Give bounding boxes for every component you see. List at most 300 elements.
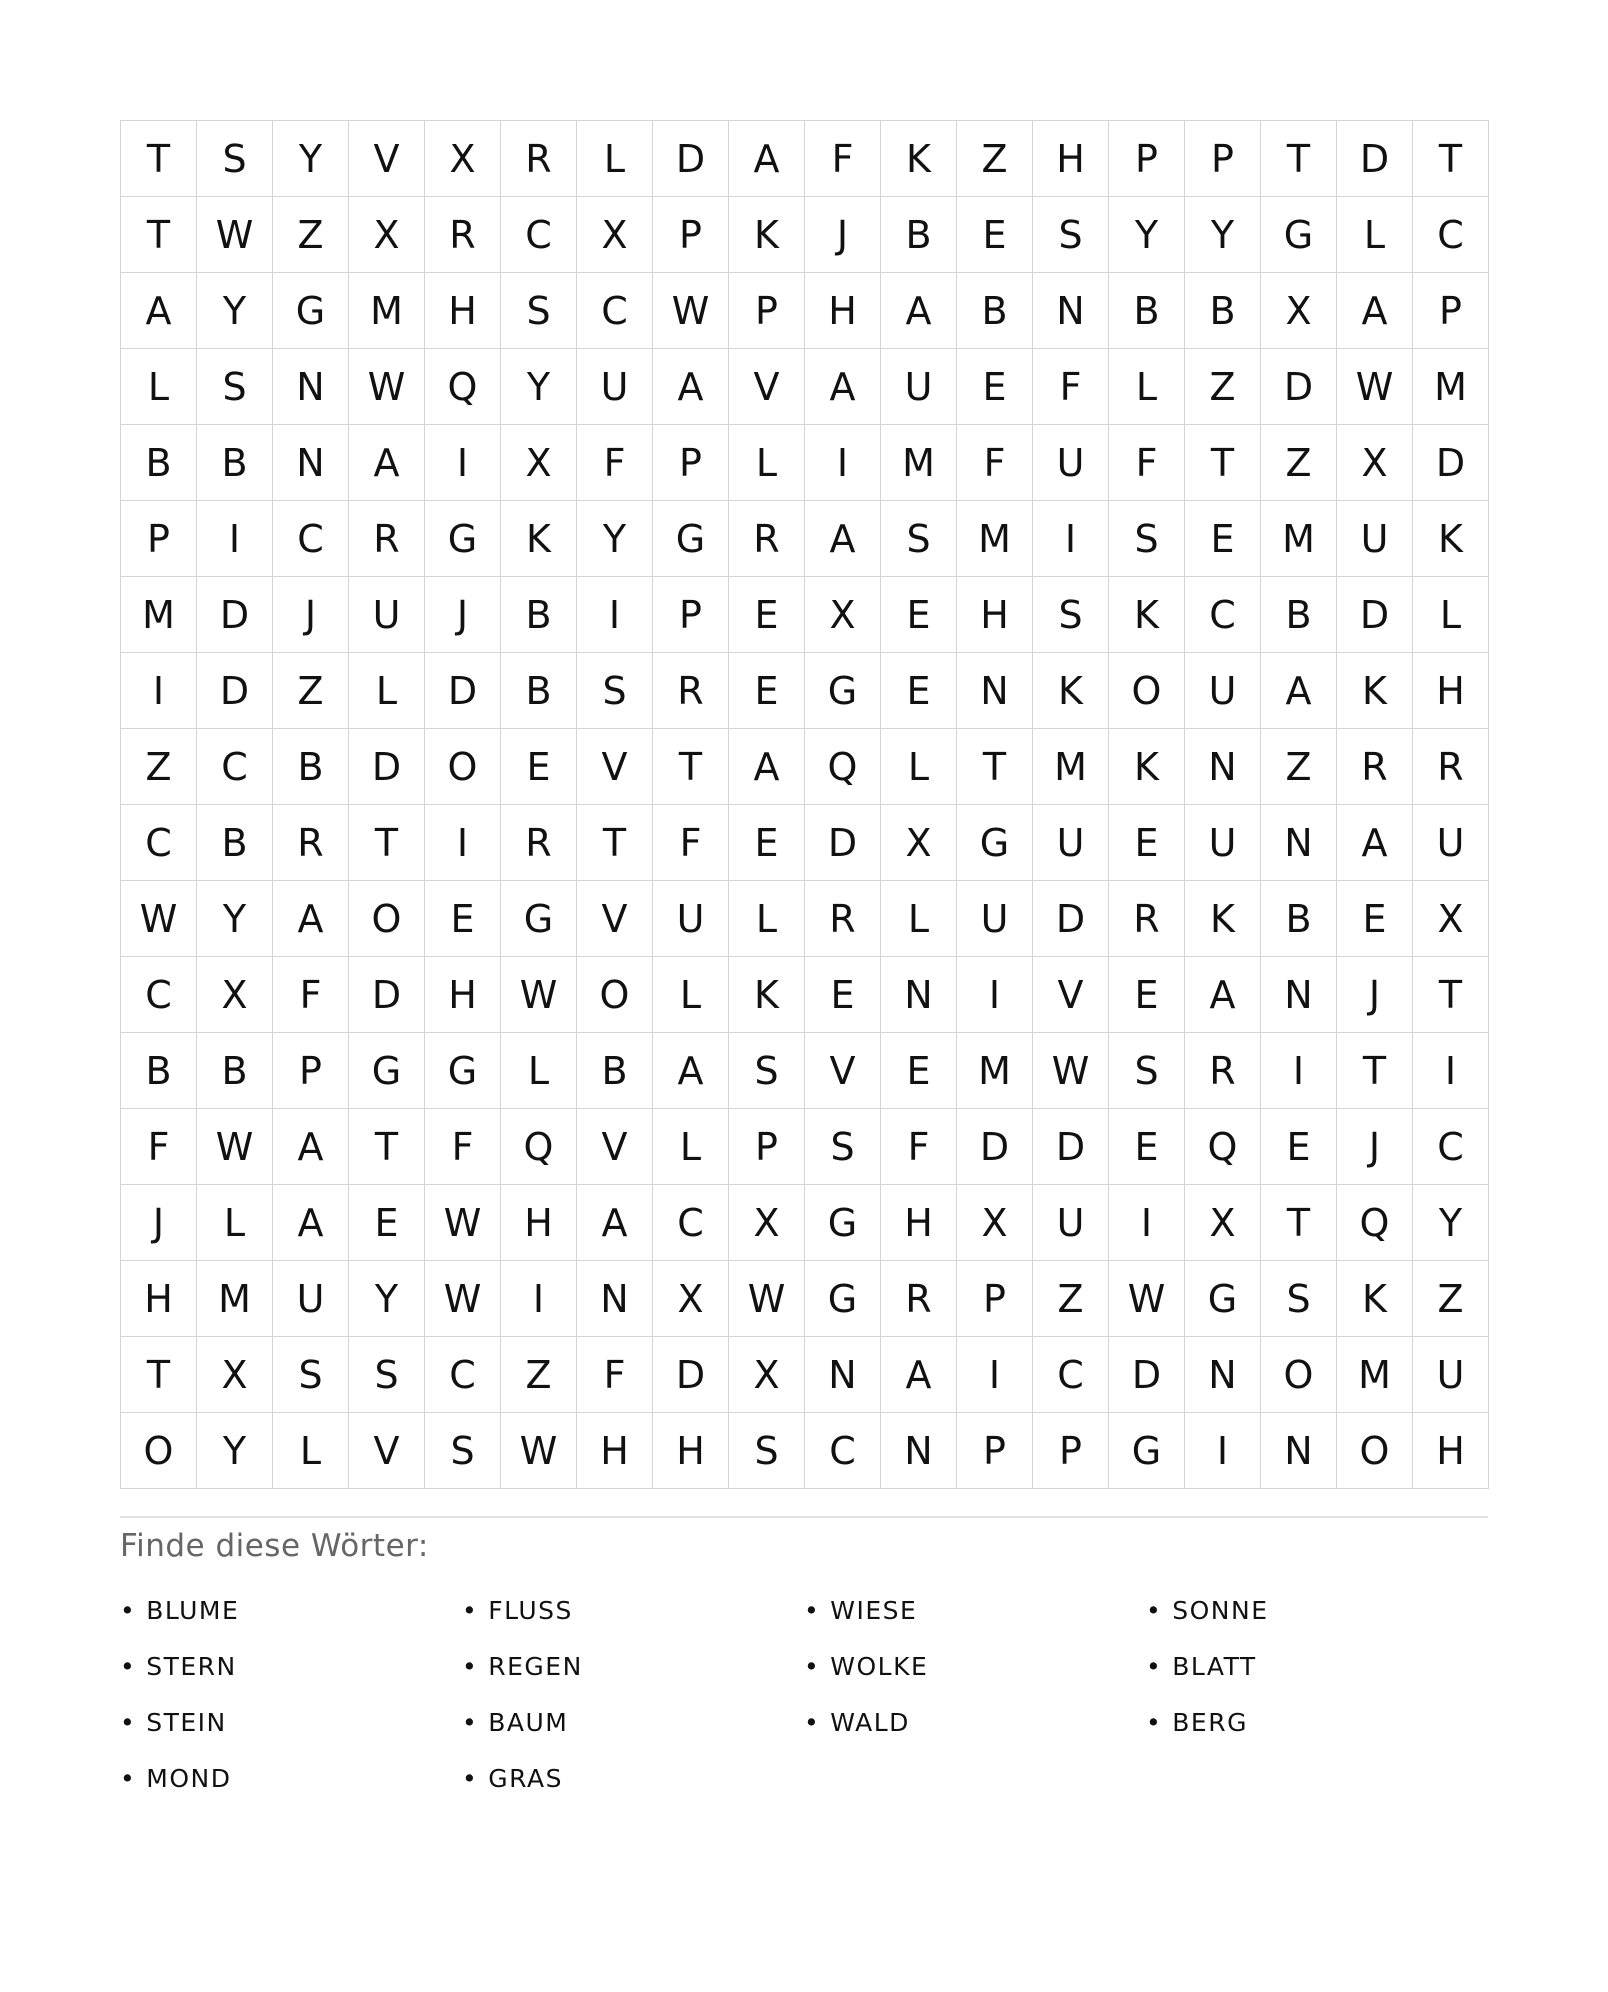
grid-cell[interactable]: I bbox=[805, 425, 881, 501]
grid-cell[interactable]: R bbox=[501, 121, 577, 197]
grid-cell[interactable]: W bbox=[349, 349, 425, 425]
grid-cell[interactable]: X bbox=[957, 1185, 1033, 1261]
grid-cell[interactable]: I bbox=[957, 957, 1033, 1033]
grid-cell[interactable]: F bbox=[577, 425, 653, 501]
grid-cell[interactable]: D bbox=[1413, 425, 1489, 501]
grid-cell[interactable]: M bbox=[121, 577, 197, 653]
grid-cell[interactable]: U bbox=[1337, 501, 1413, 577]
grid-cell[interactable]: U bbox=[577, 349, 653, 425]
grid-cell[interactable]: R bbox=[1413, 729, 1489, 805]
grid-cell[interactable]: B bbox=[273, 729, 349, 805]
grid-cell[interactable]: N bbox=[273, 425, 349, 501]
grid-cell[interactable]: S bbox=[1261, 1261, 1337, 1337]
grid-cell[interactable]: N bbox=[881, 957, 957, 1033]
grid-cell[interactable]: P bbox=[1413, 273, 1489, 349]
grid-cell[interactable]: A bbox=[881, 1337, 957, 1413]
grid-cell[interactable]: S bbox=[1033, 577, 1109, 653]
grid-cell[interactable]: Z bbox=[121, 729, 197, 805]
grid-cell[interactable]: R bbox=[805, 881, 881, 957]
grid-cell[interactable]: W bbox=[197, 197, 273, 273]
grid-cell[interactable]: L bbox=[653, 957, 729, 1033]
grid-cell[interactable]: O bbox=[1109, 653, 1185, 729]
grid-cell[interactable]: K bbox=[1033, 653, 1109, 729]
grid-cell[interactable]: H bbox=[653, 1413, 729, 1489]
grid-cell[interactable]: I bbox=[1413, 1033, 1489, 1109]
grid-cell[interactable]: T bbox=[121, 1337, 197, 1413]
grid-cell[interactable]: L bbox=[577, 121, 653, 197]
grid-cell[interactable]: W bbox=[197, 1109, 273, 1185]
grid-cell[interactable]: C bbox=[121, 805, 197, 881]
grid-cell[interactable]: C bbox=[1413, 1109, 1489, 1185]
grid-cell[interactable]: W bbox=[501, 957, 577, 1033]
grid-cell[interactable]: Y bbox=[1413, 1185, 1489, 1261]
grid-cell[interactable]: O bbox=[349, 881, 425, 957]
grid-cell[interactable]: E bbox=[881, 577, 957, 653]
grid-cell[interactable]: T bbox=[957, 729, 1033, 805]
grid-cell[interactable]: U bbox=[1033, 425, 1109, 501]
grid-cell[interactable]: X bbox=[197, 1337, 273, 1413]
grid-cell[interactable]: L bbox=[501, 1033, 577, 1109]
grid-cell[interactable]: V bbox=[577, 1109, 653, 1185]
grid-cell[interactable]: E bbox=[881, 653, 957, 729]
grid-cell[interactable]: D bbox=[957, 1109, 1033, 1185]
grid-cell[interactable]: Q bbox=[425, 349, 501, 425]
grid-cell[interactable]: M bbox=[197, 1261, 273, 1337]
grid-cell[interactable]: A bbox=[805, 349, 881, 425]
grid-cell[interactable]: D bbox=[1109, 1337, 1185, 1413]
grid-cell[interactable]: S bbox=[1109, 501, 1185, 577]
grid-cell[interactable]: X bbox=[349, 197, 425, 273]
grid-cell[interactable]: U bbox=[1413, 805, 1489, 881]
grid-cell[interactable]: X bbox=[1337, 425, 1413, 501]
grid-cell[interactable]: L bbox=[1413, 577, 1489, 653]
grid-cell[interactable]: Z bbox=[1413, 1261, 1489, 1337]
grid-cell[interactable]: D bbox=[805, 805, 881, 881]
grid-cell[interactable]: P bbox=[1185, 121, 1261, 197]
grid-cell[interactable]: H bbox=[121, 1261, 197, 1337]
grid-cell[interactable]: F bbox=[577, 1337, 653, 1413]
grid-cell[interactable]: B bbox=[1109, 273, 1185, 349]
grid-cell[interactable]: S bbox=[1033, 197, 1109, 273]
grid-cell[interactable]: G bbox=[425, 1033, 501, 1109]
grid-cell[interactable]: B bbox=[1261, 881, 1337, 957]
grid-cell[interactable]: N bbox=[1185, 729, 1261, 805]
grid-cell[interactable]: V bbox=[349, 121, 425, 197]
grid-cell[interactable]: X bbox=[197, 957, 273, 1033]
grid-cell[interactable]: T bbox=[349, 1109, 425, 1185]
grid-cell[interactable]: M bbox=[957, 1033, 1033, 1109]
grid-cell[interactable]: E bbox=[1109, 1109, 1185, 1185]
grid-cell[interactable]: Q bbox=[1337, 1185, 1413, 1261]
grid-cell[interactable]: B bbox=[577, 1033, 653, 1109]
grid-cell[interactable]: V bbox=[349, 1413, 425, 1489]
grid-cell[interactable]: E bbox=[1185, 501, 1261, 577]
grid-cell[interactable]: T bbox=[653, 729, 729, 805]
grid-cell[interactable]: M bbox=[881, 425, 957, 501]
grid-cell[interactable]: G bbox=[653, 501, 729, 577]
grid-cell[interactable]: C bbox=[197, 729, 273, 805]
grid-cell[interactable]: O bbox=[1261, 1337, 1337, 1413]
grid-cell[interactable]: R bbox=[729, 501, 805, 577]
grid-cell[interactable]: E bbox=[1109, 805, 1185, 881]
grid-cell[interactable]: L bbox=[1337, 197, 1413, 273]
grid-cell[interactable]: R bbox=[349, 501, 425, 577]
grid-cell[interactable]: C bbox=[805, 1413, 881, 1489]
grid-cell[interactable]: R bbox=[653, 653, 729, 729]
grid-cell[interactable]: J bbox=[1337, 1109, 1413, 1185]
grid-cell[interactable]: S bbox=[425, 1413, 501, 1489]
grid-cell[interactable]: D bbox=[425, 653, 501, 729]
grid-cell[interactable]: S bbox=[729, 1413, 805, 1489]
grid-cell[interactable]: Z bbox=[1261, 425, 1337, 501]
grid-cell[interactable]: V bbox=[577, 881, 653, 957]
grid-cell[interactable]: E bbox=[425, 881, 501, 957]
grid-cell[interactable]: T bbox=[121, 121, 197, 197]
grid-cell[interactable]: Z bbox=[1185, 349, 1261, 425]
grid-cell[interactable]: G bbox=[805, 1261, 881, 1337]
grid-cell[interactable]: L bbox=[349, 653, 425, 729]
grid-cell[interactable]: H bbox=[805, 273, 881, 349]
grid-cell[interactable]: Y bbox=[1109, 197, 1185, 273]
grid-cell[interactable]: Q bbox=[1185, 1109, 1261, 1185]
grid-cell[interactable]: Y bbox=[349, 1261, 425, 1337]
grid-cell[interactable]: W bbox=[1337, 349, 1413, 425]
grid-cell[interactable]: R bbox=[881, 1261, 957, 1337]
grid-cell[interactable]: V bbox=[805, 1033, 881, 1109]
grid-cell[interactable]: N bbox=[577, 1261, 653, 1337]
grid-cell[interactable]: Z bbox=[273, 197, 349, 273]
grid-cell[interactable]: U bbox=[1033, 1185, 1109, 1261]
grid-cell[interactable]: L bbox=[881, 881, 957, 957]
grid-cell[interactable]: L bbox=[121, 349, 197, 425]
grid-cell[interactable]: E bbox=[957, 349, 1033, 425]
grid-cell[interactable]: H bbox=[425, 957, 501, 1033]
grid-cell[interactable]: R bbox=[501, 805, 577, 881]
grid-cell[interactable]: L bbox=[729, 881, 805, 957]
grid-cell[interactable]: X bbox=[729, 1185, 805, 1261]
grid-cell[interactable]: X bbox=[425, 121, 501, 197]
grid-cell[interactable]: G bbox=[1109, 1413, 1185, 1489]
grid-cell[interactable]: I bbox=[957, 1337, 1033, 1413]
grid-cell[interactable]: Y bbox=[197, 273, 273, 349]
grid-cell[interactable]: E bbox=[881, 1033, 957, 1109]
grid-cell[interactable]: W bbox=[653, 273, 729, 349]
grid-cell[interactable]: B bbox=[197, 805, 273, 881]
grid-cell[interactable]: A bbox=[273, 1185, 349, 1261]
grid-cell[interactable]: F bbox=[1033, 349, 1109, 425]
grid-cell[interactable]: D bbox=[653, 121, 729, 197]
grid-cell[interactable]: F bbox=[273, 957, 349, 1033]
grid-cell[interactable]: V bbox=[729, 349, 805, 425]
grid-cell[interactable]: I bbox=[1033, 501, 1109, 577]
grid-cell[interactable]: C bbox=[425, 1337, 501, 1413]
grid-cell[interactable]: G bbox=[1261, 197, 1337, 273]
grid-cell[interactable]: Y bbox=[273, 121, 349, 197]
grid-cell[interactable]: I bbox=[425, 425, 501, 501]
grid-cell[interactable]: K bbox=[1109, 729, 1185, 805]
grid-cell[interactable]: A bbox=[577, 1185, 653, 1261]
grid-cell[interactable]: W bbox=[425, 1261, 501, 1337]
grid-cell[interactable]: A bbox=[349, 425, 425, 501]
grid-cell[interactable]: B bbox=[197, 425, 273, 501]
grid-cell[interactable]: U bbox=[1033, 805, 1109, 881]
grid-cell[interactable]: T bbox=[1261, 121, 1337, 197]
grid-cell[interactable]: P bbox=[957, 1413, 1033, 1489]
grid-cell[interactable]: G bbox=[805, 1185, 881, 1261]
grid-cell[interactable]: V bbox=[577, 729, 653, 805]
grid-cell[interactable]: G bbox=[805, 653, 881, 729]
grid-cell[interactable]: K bbox=[1337, 653, 1413, 729]
grid-cell[interactable]: J bbox=[273, 577, 349, 653]
grid-cell[interactable]: Y bbox=[577, 501, 653, 577]
grid-cell[interactable]: X bbox=[881, 805, 957, 881]
grid-cell[interactable]: E bbox=[729, 577, 805, 653]
grid-cell[interactable]: N bbox=[805, 1337, 881, 1413]
grid-cell[interactable]: E bbox=[1109, 957, 1185, 1033]
grid-cell[interactable]: S bbox=[197, 121, 273, 197]
grid-cell[interactable]: S bbox=[349, 1337, 425, 1413]
grid-cell[interactable]: Z bbox=[1033, 1261, 1109, 1337]
grid-cell[interactable]: P bbox=[653, 577, 729, 653]
grid-cell[interactable]: M bbox=[957, 501, 1033, 577]
grid-cell[interactable]: L bbox=[729, 425, 805, 501]
grid-cell[interactable]: S bbox=[805, 1109, 881, 1185]
grid-cell[interactable]: B bbox=[881, 197, 957, 273]
grid-cell[interactable]: L bbox=[653, 1109, 729, 1185]
grid-cell[interactable]: Y bbox=[501, 349, 577, 425]
grid-cell[interactable]: G bbox=[1185, 1261, 1261, 1337]
grid-cell[interactable]: A bbox=[1261, 653, 1337, 729]
grid-cell[interactable]: N bbox=[273, 349, 349, 425]
grid-cell[interactable]: R bbox=[1185, 1033, 1261, 1109]
grid-cell[interactable]: B bbox=[121, 1033, 197, 1109]
grid-cell[interactable]: S bbox=[729, 1033, 805, 1109]
grid-cell[interactable]: Y bbox=[197, 1413, 273, 1489]
grid-cell[interactable]: U bbox=[273, 1261, 349, 1337]
grid-cell[interactable]: U bbox=[881, 349, 957, 425]
grid-cell[interactable]: J bbox=[425, 577, 501, 653]
grid-cell[interactable]: M bbox=[1413, 349, 1489, 425]
grid-cell[interactable]: A bbox=[881, 273, 957, 349]
grid-cell[interactable]: O bbox=[577, 957, 653, 1033]
grid-cell[interactable]: P bbox=[729, 1109, 805, 1185]
grid-cell[interactable]: X bbox=[1185, 1185, 1261, 1261]
grid-cell[interactable]: F bbox=[881, 1109, 957, 1185]
grid-cell[interactable]: P bbox=[653, 197, 729, 273]
grid-cell[interactable]: J bbox=[1337, 957, 1413, 1033]
grid-cell[interactable]: Y bbox=[197, 881, 273, 957]
grid-cell[interactable]: I bbox=[1109, 1185, 1185, 1261]
grid-cell[interactable]: P bbox=[1033, 1413, 1109, 1489]
grid-cell[interactable]: R bbox=[425, 197, 501, 273]
grid-cell[interactable]: U bbox=[653, 881, 729, 957]
grid-cell[interactable]: G bbox=[425, 501, 501, 577]
grid-cell[interactable]: E bbox=[349, 1185, 425, 1261]
grid-cell[interactable]: A bbox=[1337, 273, 1413, 349]
grid-cell[interactable]: K bbox=[729, 197, 805, 273]
grid-cell[interactable]: L bbox=[197, 1185, 273, 1261]
grid-cell[interactable]: M bbox=[1337, 1337, 1413, 1413]
grid-cell[interactable]: G bbox=[273, 273, 349, 349]
grid-cell[interactable]: N bbox=[1033, 273, 1109, 349]
grid-cell[interactable]: T bbox=[121, 197, 197, 273]
grid-cell[interactable]: B bbox=[501, 577, 577, 653]
grid-cell[interactable]: D bbox=[349, 729, 425, 805]
grid-cell[interactable]: B bbox=[1185, 273, 1261, 349]
grid-cell[interactable]: C bbox=[1033, 1337, 1109, 1413]
grid-cell[interactable]: F bbox=[425, 1109, 501, 1185]
grid-cell[interactable]: I bbox=[121, 653, 197, 729]
grid-cell[interactable]: P bbox=[121, 501, 197, 577]
grid-cell[interactable]: U bbox=[1413, 1337, 1489, 1413]
grid-cell[interactable]: A bbox=[1337, 805, 1413, 881]
grid-cell[interactable]: A bbox=[121, 273, 197, 349]
grid-cell[interactable]: H bbox=[1413, 1413, 1489, 1489]
grid-cell[interactable]: I bbox=[425, 805, 501, 881]
grid-cell[interactable]: X bbox=[1261, 273, 1337, 349]
grid-cell[interactable]: X bbox=[501, 425, 577, 501]
grid-cell[interactable]: C bbox=[273, 501, 349, 577]
grid-cell[interactable]: C bbox=[121, 957, 197, 1033]
grid-cell[interactable]: D bbox=[197, 577, 273, 653]
grid-cell[interactable]: K bbox=[1109, 577, 1185, 653]
grid-cell[interactable]: T bbox=[1413, 121, 1489, 197]
grid-cell[interactable]: I bbox=[197, 501, 273, 577]
grid-cell[interactable]: B bbox=[197, 1033, 273, 1109]
grid-cell[interactable]: P bbox=[1109, 121, 1185, 197]
grid-cell[interactable]: K bbox=[881, 121, 957, 197]
grid-cell[interactable]: J bbox=[805, 197, 881, 273]
grid-cell[interactable]: D bbox=[653, 1337, 729, 1413]
grid-cell[interactable]: S bbox=[273, 1337, 349, 1413]
grid-cell[interactable]: T bbox=[1261, 1185, 1337, 1261]
grid-cell[interactable]: D bbox=[1033, 881, 1109, 957]
grid-cell[interactable]: F bbox=[1109, 425, 1185, 501]
grid-cell[interactable]: N bbox=[1261, 805, 1337, 881]
grid-cell[interactable]: X bbox=[577, 197, 653, 273]
grid-cell[interactable]: W bbox=[501, 1413, 577, 1489]
grid-cell[interactable]: V bbox=[1033, 957, 1109, 1033]
grid-cell[interactable]: X bbox=[1413, 881, 1489, 957]
grid-cell[interactable]: T bbox=[577, 805, 653, 881]
grid-cell[interactable]: B bbox=[501, 653, 577, 729]
grid-cell[interactable]: F bbox=[805, 121, 881, 197]
grid-cell[interactable]: Z bbox=[957, 121, 1033, 197]
grid-cell[interactable]: A bbox=[653, 349, 729, 425]
grid-cell[interactable]: E bbox=[501, 729, 577, 805]
grid-cell[interactable]: E bbox=[1337, 881, 1413, 957]
grid-cell[interactable]: I bbox=[1185, 1413, 1261, 1489]
grid-cell[interactable]: B bbox=[1261, 577, 1337, 653]
grid-cell[interactable]: K bbox=[729, 957, 805, 1033]
grid-cell[interactable]: H bbox=[1033, 121, 1109, 197]
grid-cell[interactable]: A bbox=[1185, 957, 1261, 1033]
grid-cell[interactable]: P bbox=[273, 1033, 349, 1109]
grid-cell[interactable]: B bbox=[121, 425, 197, 501]
grid-cell[interactable]: H bbox=[425, 273, 501, 349]
grid-cell[interactable]: L bbox=[881, 729, 957, 805]
grid-cell[interactable]: A bbox=[729, 121, 805, 197]
grid-cell[interactable]: X bbox=[729, 1337, 805, 1413]
grid-cell[interactable]: H bbox=[577, 1413, 653, 1489]
grid-cell[interactable]: K bbox=[501, 501, 577, 577]
grid-cell[interactable]: E bbox=[805, 957, 881, 1033]
grid-cell[interactable]: T bbox=[1413, 957, 1489, 1033]
grid-cell[interactable]: U bbox=[957, 881, 1033, 957]
grid-cell[interactable]: I bbox=[501, 1261, 577, 1337]
grid-cell[interactable]: J bbox=[121, 1185, 197, 1261]
grid-cell[interactable]: Y bbox=[1185, 197, 1261, 273]
grid-cell[interactable]: A bbox=[653, 1033, 729, 1109]
grid-cell[interactable]: E bbox=[729, 653, 805, 729]
grid-cell[interactable]: P bbox=[957, 1261, 1033, 1337]
grid-cell[interactable]: X bbox=[805, 577, 881, 653]
grid-cell[interactable]: E bbox=[729, 805, 805, 881]
grid-cell[interactable]: T bbox=[1337, 1033, 1413, 1109]
grid-cell[interactable]: Z bbox=[1261, 729, 1337, 805]
grid-cell[interactable]: F bbox=[121, 1109, 197, 1185]
grid-cell[interactable]: H bbox=[957, 577, 1033, 653]
grid-cell[interactable]: I bbox=[1261, 1033, 1337, 1109]
grid-cell[interactable]: P bbox=[729, 273, 805, 349]
grid-cell[interactable]: R bbox=[273, 805, 349, 881]
grid-cell[interactable]: P bbox=[653, 425, 729, 501]
grid-cell[interactable]: G bbox=[501, 881, 577, 957]
grid-cell[interactable]: W bbox=[1109, 1261, 1185, 1337]
grid-cell[interactable]: S bbox=[881, 501, 957, 577]
grid-cell[interactable]: W bbox=[121, 881, 197, 957]
grid-cell[interactable]: M bbox=[1261, 501, 1337, 577]
grid-cell[interactable]: A bbox=[273, 1109, 349, 1185]
grid-cell[interactable]: C bbox=[577, 273, 653, 349]
grid-cell[interactable]: W bbox=[729, 1261, 805, 1337]
grid-cell[interactable]: F bbox=[653, 805, 729, 881]
grid-cell[interactable]: S bbox=[501, 273, 577, 349]
grid-cell[interactable]: D bbox=[1337, 577, 1413, 653]
grid-cell[interactable]: H bbox=[1413, 653, 1489, 729]
grid-cell[interactable]: Z bbox=[501, 1337, 577, 1413]
grid-cell[interactable]: E bbox=[957, 197, 1033, 273]
grid-cell[interactable]: O bbox=[121, 1413, 197, 1489]
grid-cell[interactable]: Q bbox=[805, 729, 881, 805]
grid-cell[interactable]: I bbox=[577, 577, 653, 653]
grid-cell[interactable]: T bbox=[1185, 425, 1261, 501]
grid-cell[interactable]: C bbox=[1413, 197, 1489, 273]
grid-cell[interactable]: E bbox=[1261, 1109, 1337, 1185]
grid-cell[interactable]: W bbox=[1033, 1033, 1109, 1109]
grid-cell[interactable]: X bbox=[653, 1261, 729, 1337]
grid-cell[interactable]: M bbox=[1033, 729, 1109, 805]
grid-cell[interactable]: C bbox=[653, 1185, 729, 1261]
grid-cell[interactable]: H bbox=[881, 1185, 957, 1261]
grid-cell[interactable]: G bbox=[957, 805, 1033, 881]
grid-cell[interactable]: U bbox=[1185, 805, 1261, 881]
grid-cell[interactable]: A bbox=[729, 729, 805, 805]
grid-cell[interactable]: K bbox=[1413, 501, 1489, 577]
grid-cell[interactable]: U bbox=[349, 577, 425, 653]
grid-cell[interactable]: D bbox=[1033, 1109, 1109, 1185]
grid-cell[interactable]: C bbox=[1185, 577, 1261, 653]
grid-cell[interactable]: A bbox=[273, 881, 349, 957]
grid-cell[interactable]: W bbox=[425, 1185, 501, 1261]
grid-cell[interactable]: O bbox=[425, 729, 501, 805]
grid-cell[interactable]: S bbox=[1109, 1033, 1185, 1109]
grid-cell[interactable]: B bbox=[957, 273, 1033, 349]
grid-cell[interactable]: T bbox=[349, 805, 425, 881]
grid-cell[interactable]: C bbox=[501, 197, 577, 273]
grid-cell[interactable]: K bbox=[1185, 881, 1261, 957]
grid-cell[interactable]: G bbox=[349, 1033, 425, 1109]
